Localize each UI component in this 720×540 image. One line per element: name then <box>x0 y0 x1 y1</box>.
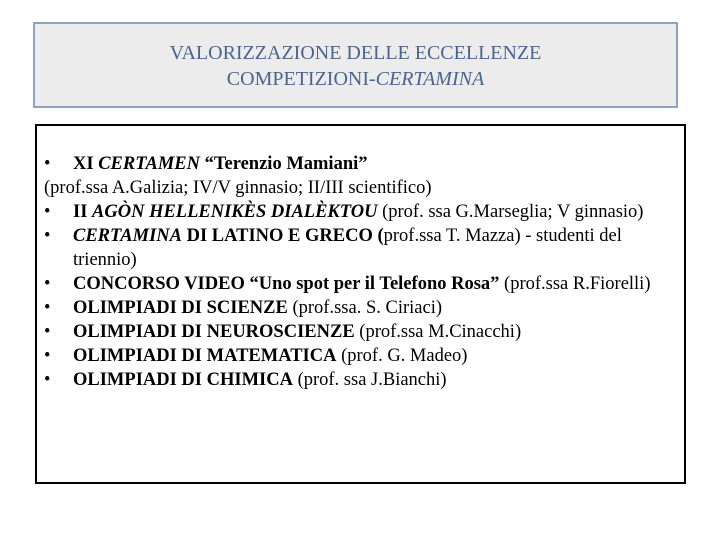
list-item <box>44 368 674 392</box>
bullet-icon: • <box>44 322 51 342</box>
content-box <box>35 124 686 484</box>
list-item <box>44 152 674 176</box>
item-7-name: OLIMPIADI DI MATEMATICA <box>73 346 337 366</box>
list-item <box>44 344 674 368</box>
list-item <box>44 200 674 224</box>
title-line-1: VALORIZZAZIONE DELLE ECCELLENZE <box>169 42 542 64</box>
bullet-icon: • <box>44 154 51 174</box>
bullet-icon: • <box>44 298 51 318</box>
list-item <box>44 224 674 272</box>
bullet-icon: • <box>44 202 51 222</box>
bullet-icon: • <box>44 346 51 366</box>
item-5-details: (prof.ssa. S. Ciriaci) <box>287 298 442 318</box>
title-line-2 <box>35 66 676 92</box>
title-box <box>33 22 678 108</box>
item-6-details: (prof.ssa M.Cinacchi) <box>354 322 522 342</box>
item-1-details: (prof.ssa A.Galizia; IV/V ginnasio; II/III scientifico) <box>44 178 432 198</box>
bullet-icon: • <box>44 370 51 390</box>
title-line-2-italic: CERTAMINA <box>375 68 485 90</box>
list-item <box>44 272 674 296</box>
item-4-name: CONCORSO VIDEO “Uno spot per il Telefono Rosa” <box>73 274 500 294</box>
item-1-name: “Terenzio Mamiani” <box>199 154 368 174</box>
list-item-continuation <box>44 176 674 200</box>
item-1-italic: CERTAMEN <box>98 154 200 174</box>
item-6-name: OLIMPIADI DI NEUROSCIENZE <box>73 322 355 342</box>
item-2-italic: AGÒN HELLENIKÈS DIALÈKTOU <box>92 202 378 222</box>
item-5-name: OLIMPIADI DI SCIENZE <box>73 298 288 318</box>
item-3-name: DI LATINO E GRECO ( <box>182 226 384 246</box>
competition-list <box>44 152 674 392</box>
list-item <box>44 320 674 344</box>
item-3-details: prof.ssa T. Mazza) - studenti del triennio) <box>73 226 622 270</box>
list-item <box>44 296 674 320</box>
item-3-italic: CERTAMINA <box>73 226 182 246</box>
item-4-details: (prof.ssa R.Fiorelli) <box>499 274 651 294</box>
bullet-icon: • <box>44 226 51 246</box>
item-2-prefix: II <box>73 202 93 222</box>
item-7-details: (prof. G. Madeo) <box>336 346 468 366</box>
item-1-prefix: XI <box>73 154 99 174</box>
item-2-details: (prof. ssa G.Marseglia; V ginnasio) <box>377 202 644 222</box>
item-8-details: (prof. ssa J.Bianchi) <box>292 370 447 390</box>
title-line-2-plain: COMPETIZIONI- <box>226 68 376 90</box>
bullet-icon: • <box>44 274 51 294</box>
item-8-name: OLIMPIADI DI CHIMICA <box>73 370 293 390</box>
